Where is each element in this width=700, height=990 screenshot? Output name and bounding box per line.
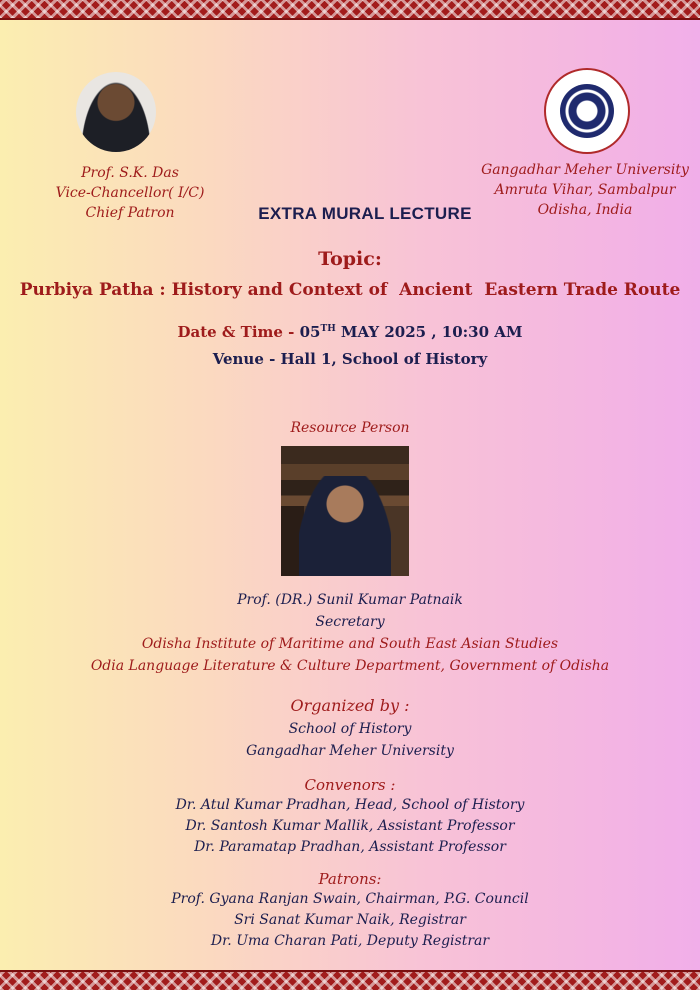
resource-person-org-1: Odisha Institute of Maritime and South East Asian Studies (141, 636, 559, 652)
patron-item: Sri Sanat Kumar Naik, Registrar (234, 912, 466, 928)
bottom-decorative-border (0, 970, 700, 990)
date-rest: MAY 2025 , 10:30 AM (335, 323, 523, 341)
chief-patron-block (40, 163, 220, 223)
date-time-label: Date & Time - (177, 323, 300, 341)
university-address-2: Odisha, India (537, 202, 633, 218)
organized-by-label: Organized by : (290, 696, 410, 715)
date-day: 05 (299, 323, 321, 341)
patron-item: Dr. Uma Charan Pati, Deputy Registrar (210, 933, 490, 949)
patron-item: Prof. Gyana Ranjan Swain, Chairman, P.G. Council (171, 891, 529, 907)
resource-person-photo (281, 446, 409, 576)
convenor-item: Dr. Santosh Kumar Mallik, Assistant Professor (185, 818, 515, 834)
person-silhouette (299, 476, 391, 576)
resource-person-org-2: Odia Language Literature & Culture Department, Government of Odisha (90, 658, 610, 674)
patrons-list (0, 889, 700, 952)
organized-by-details (0, 718, 700, 762)
convenors-list (0, 795, 700, 858)
patrons-label: Patrons: (318, 870, 382, 888)
logo-emblem-icon (560, 84, 614, 138)
resource-person-details (0, 589, 700, 677)
chief-patron-title: Chief Patron (85, 205, 175, 221)
chief-patron-role: Vice-Chancellor( I/C) (55, 185, 205, 201)
resource-person-designation: Secretary (315, 614, 385, 630)
university-address-1: Amruta Vihar, Sambalpur (494, 182, 676, 198)
university-logo (544, 68, 630, 154)
chief-patron-name: Prof. S.K. Das (81, 165, 179, 181)
organizer-line-1: School of History (288, 721, 412, 737)
date-suffix: TH (320, 324, 336, 334)
convenor-item: Dr. Paramatap Pradhan, Assistant Professor (194, 839, 506, 855)
topic-label: Topic: (318, 248, 382, 270)
lecture-heading: EXTRA MURAL LECTURE (258, 204, 472, 223)
organizer-line-2: Gangadhar Meher University (246, 743, 454, 759)
chief-patron-portrait (76, 72, 156, 152)
venue: Venue - Hall 1, School of History (212, 350, 488, 368)
top-decorative-border (0, 0, 700, 20)
resource-person-name: Prof. (DR.) Sunil Kumar Patnaik (237, 592, 463, 608)
date-time (0, 323, 700, 341)
convenors-label: Convenors : (304, 776, 396, 794)
university-name: Gangadhar Meher University (481, 162, 689, 178)
resource-person-label: Resource Person (290, 420, 410, 436)
topic-title: Purbiya Patha : History and Context of Ancient Eastern Trade Route (19, 280, 681, 300)
convenor-item: Dr. Atul Kumar Pradhan, Head, School of History (175, 797, 525, 813)
